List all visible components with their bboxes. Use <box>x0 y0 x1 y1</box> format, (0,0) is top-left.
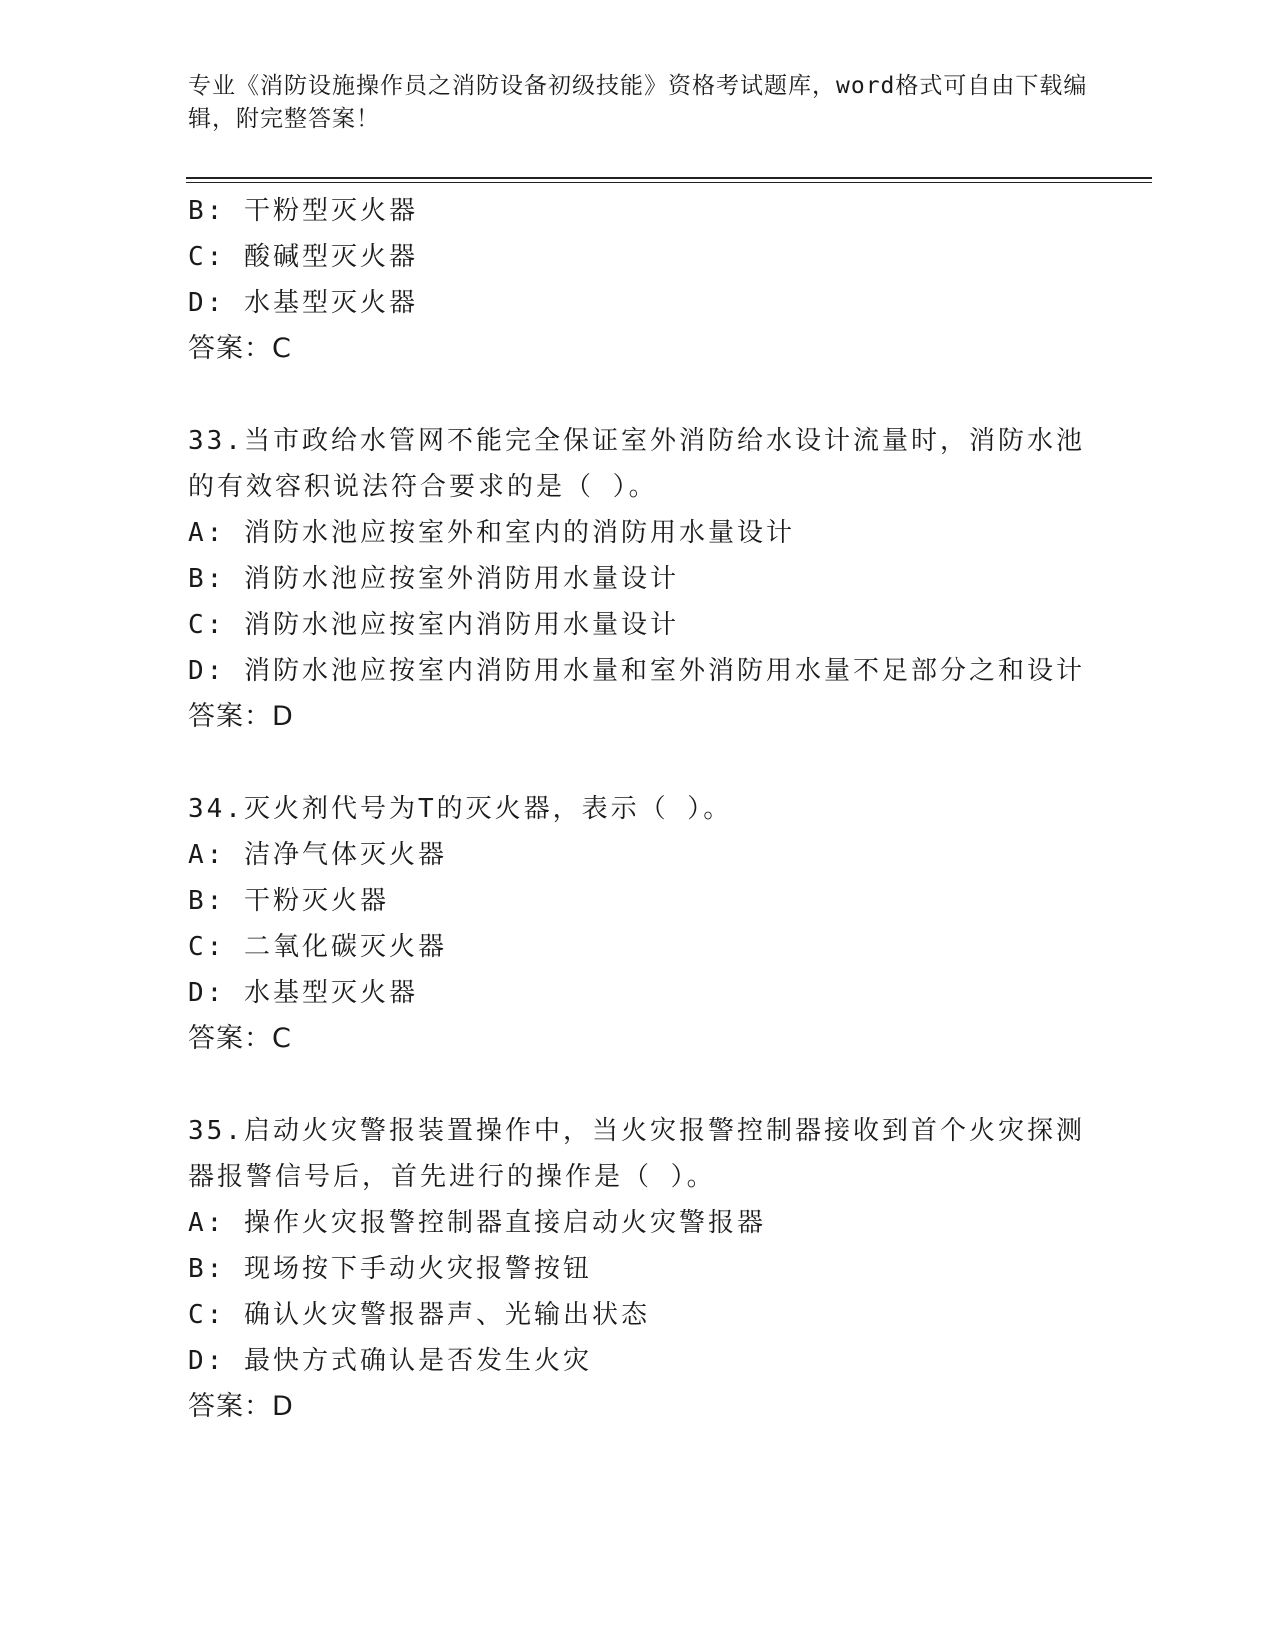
option-b: B: 干粉型灭火器 <box>188 196 418 226</box>
option-b: B: 消防水池应按室外消防用水量设计 <box>188 564 679 594</box>
question-34 <box>188 786 1088 1062</box>
spacer <box>188 1062 1088 1108</box>
question-stem-line: 33.当市政给水管网不能完全保证室外消防给水设计流量时，消防水池 <box>188 426 1085 456</box>
option-a: A: 消防水池应按室外和室内的消防用水量设计 <box>188 518 795 548</box>
option-b: B: 现场按下手动火灾报警按钮 <box>188 1254 592 1284</box>
option-b: B: 干粉灭火器 <box>188 886 389 916</box>
option-a: A: 洁净气体灭火器 <box>188 840 447 870</box>
question-stem-line: 的有效容积说法符合要求的是（ ）。 <box>188 472 658 502</box>
option-c: C: 消防水池应按室内消防用水量设计 <box>188 610 679 640</box>
answer-line: 答案：C <box>188 1023 292 1054</box>
document-header: 专业《消防设施操作员之消防设备初级技能》资格考试题库，word格式可自由下载编辑，附完整答案！ <box>188 73 1088 132</box>
header-divider-thick <box>186 177 1152 179</box>
question-33 <box>188 418 1088 740</box>
header-divider-thin <box>186 182 1152 183</box>
option-d: D: 水基型灭火器 <box>188 288 418 318</box>
question-stem-line: 器报警信号后，首先进行的操作是（ ）。 <box>188 1162 716 1192</box>
spacer <box>188 372 1088 418</box>
option-c: C: 二氧化碳灭火器 <box>188 932 447 962</box>
question-stem-line: 35.启动火灾警报装置操作中，当火灾报警控制器接收到首个火灾探测 <box>188 1116 1085 1146</box>
prev-question-block <box>188 188 1088 372</box>
option-a: A: 操作火灾报警控制器直接启动火灾警报器 <box>188 1208 766 1238</box>
option-c: C: 确认火灾警报器声、光输出状态 <box>188 1300 650 1330</box>
answer-line: 答案：C <box>188 333 292 364</box>
option-d: D: 水基型灭火器 <box>188 978 418 1008</box>
option-d: D: 消防水池应按室内消防用水量和室外消防用水量不足部分之和设计 <box>188 656 1085 686</box>
question-list <box>188 188 1088 1430</box>
question-35 <box>188 1108 1088 1430</box>
question-stem-line: 34.灭火剂代号为T的灭火器，表示（ ）。 <box>188 794 733 824</box>
answer-line: 答案：D <box>188 1391 294 1422</box>
option-c: C: 酸碱型灭火器 <box>188 242 418 272</box>
answer-line: 答案：D <box>188 701 294 732</box>
spacer <box>188 740 1088 786</box>
option-d: D: 最快方式确认是否发生火灾 <box>188 1346 592 1376</box>
